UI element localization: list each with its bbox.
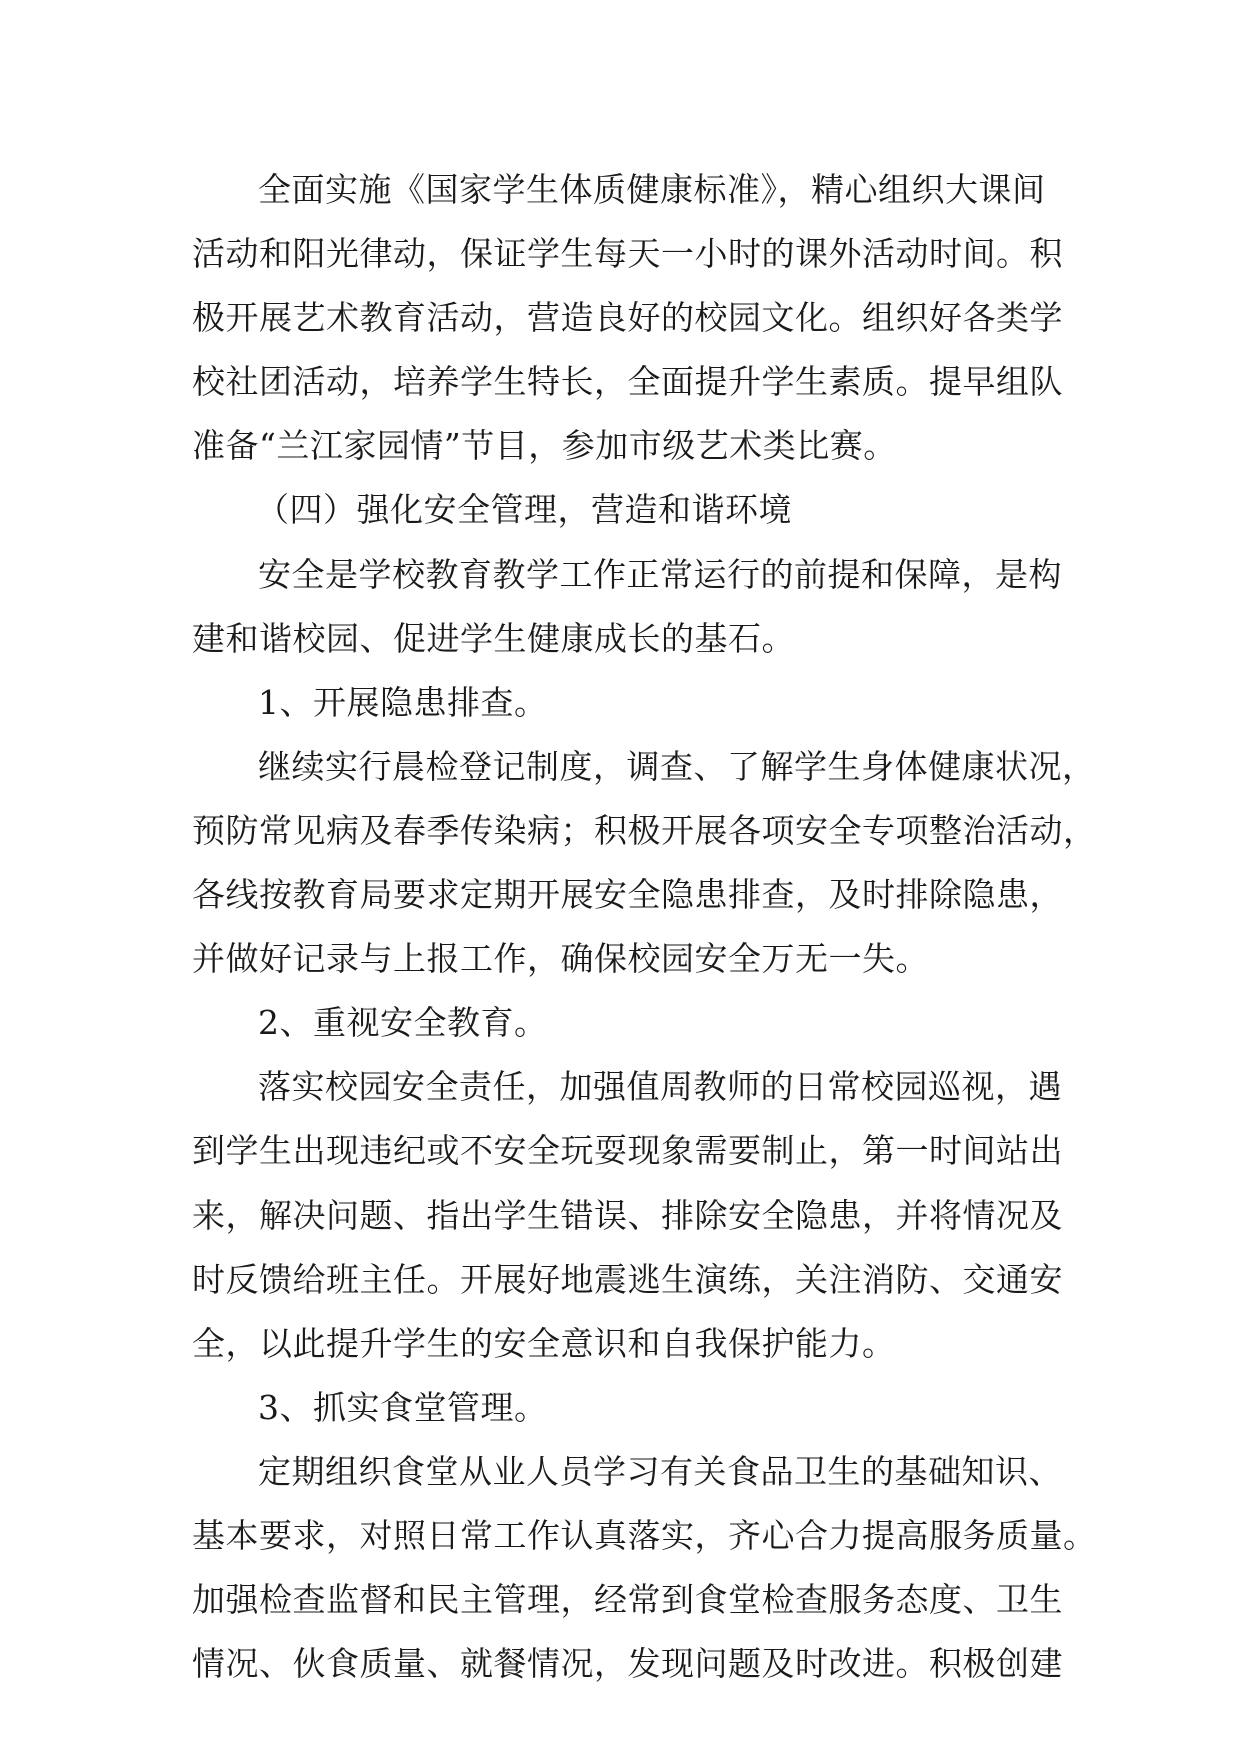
document-body [192,158,1097,1696]
paragraph-line: 落实校园安全责任，加强值周教师的日常校园巡视，遇 [258,1067,1062,1107]
paragraph-line: 来，解决问题、指出学生错误、排除安全隐患，并将情况及 [192,1195,1063,1235]
paragraph-line: 全面实施《国家学生体质健康标准》，精心组织大课间 [258,170,1046,209]
paragraph-line: 安全是学校教育教学工作正常运行的前提和保障，是构 [258,554,1062,594]
paragraph-line: 各线按教育局要求定期开展安全隐患排查，及时排除隐患， [192,875,1063,915]
paragraph-line: 加强检查监督和民主管理，经常到食堂检查服务态度、卫生 [192,1580,1063,1620]
paragraph-line: 建和谐校园、促进学生健康成长的基石。 [192,618,795,658]
subsection-heading: 1、开展隐患排查。 [258,682,548,722]
paragraph-line: 极开展艺术教育活动，营造良好的校园文化。组织好各类学 [192,298,1063,338]
section-heading: （四）强化安全管理，营造和谐环境 [256,490,792,530]
paragraph-line: 校社团活动，培养学生特长，全面提升学生素质。提早组队 [192,362,1063,402]
paragraph-line: 并做好记录与上报工作，确保校园安全万无一失。 [192,939,929,979]
paragraph-line: 定期组织食堂从业人员学习有关食品卫生的基础知识、 [258,1451,1062,1491]
paragraph-line: 到学生出现违纪或不安全玩耍现象需要制止，第一时间站出 [192,1131,1063,1171]
paragraph-line: 基本要求，对照日常工作认真落实，齐心合力提高服务质量。 [192,1515,1097,1555]
paragraph-line: 情况、伙食质量、就餐情况，发现问题及时改进。积极创建 [192,1644,1063,1684]
paragraph-line: 活动和阳光律动，保证学生每天一小时的课外活动时间。积 [192,234,1063,274]
subsection-heading: 2、重视安全教育。 [258,1003,548,1043]
paragraph-line: 继续实行晨检登记制度，调查、了解学生身体健康状况， [258,746,1096,786]
paragraph-line: 预防常见病及春季传染病；积极开展各项安全专项整治活动， [192,810,1097,850]
paragraph-line: 时反馈给班主任。开展好地震逃生演练，关注消防、交通安 [192,1259,1063,1299]
subsection-heading: 3、抓实食堂管理。 [258,1387,548,1427]
paragraph-line: 全，以此提升学生的安全意识和自我保护能力。 [192,1323,896,1363]
paragraph-line: 准备“兰江家园情”节目，参加市级艺术类比赛。 [192,426,897,466]
